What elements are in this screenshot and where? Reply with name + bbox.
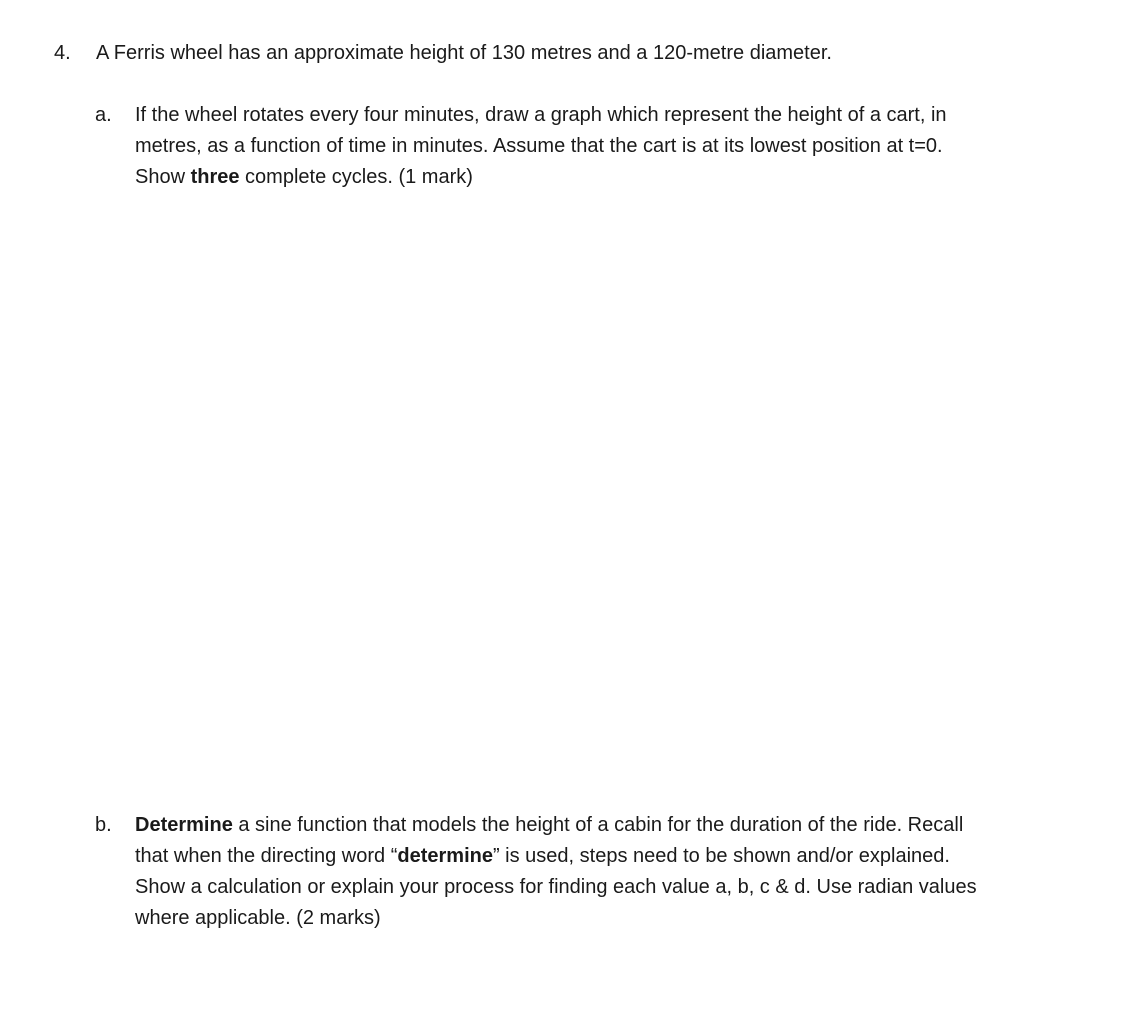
part-b-line-3: Show a calculation or explain your process for finding each value a, b, c & d. Use radian values xyxy=(135,876,977,898)
part-b-line-2 xyxy=(135,841,1095,872)
part-b-line-2-post: ” is used, steps need to be shown and/or explained. xyxy=(492,845,950,867)
question-number: 4. xyxy=(54,42,71,64)
part-b-answer-space[interactable] xyxy=(135,940,1065,1010)
part-a-line-3-post: complete cycles. (1 mark) xyxy=(239,166,473,188)
part-b-emphasis-determine-quoted: determine xyxy=(397,845,493,867)
part-a-line-3 xyxy=(135,162,1095,193)
part-a-answer-space[interactable] xyxy=(135,210,1065,790)
part-a-emphasis-three: three xyxy=(190,166,240,188)
part-a-line-2: metres, as a function of time in minutes. Assume that the cart is at its lowest position at t=0. xyxy=(135,135,943,157)
question-stem: A Ferris wheel has an approximate height of 130 metres and a 120-metre diameter. xyxy=(96,42,832,64)
part-a-line-3-pre: Show xyxy=(135,166,191,188)
part-b-line-4: where applicable. (2 marks) xyxy=(135,907,381,929)
part-a-text xyxy=(135,100,1095,193)
part-b-emphasis-determine: Determine xyxy=(135,814,233,836)
part-a-line-1: If the wheel rotates every four minutes, draw a graph which represent the height of a cart, in xyxy=(135,104,947,126)
part-b-text xyxy=(135,810,1095,934)
part-b-line-1 xyxy=(135,810,1095,841)
part-b-letter: b. xyxy=(95,814,112,836)
part-a-letter: a. xyxy=(95,104,112,126)
part-b-line-1-post: a sine function that models the height of a cabin for the duration of the ride. Recall xyxy=(232,814,964,836)
part-b-line-2-pre: that when the directing word “ xyxy=(135,845,398,867)
